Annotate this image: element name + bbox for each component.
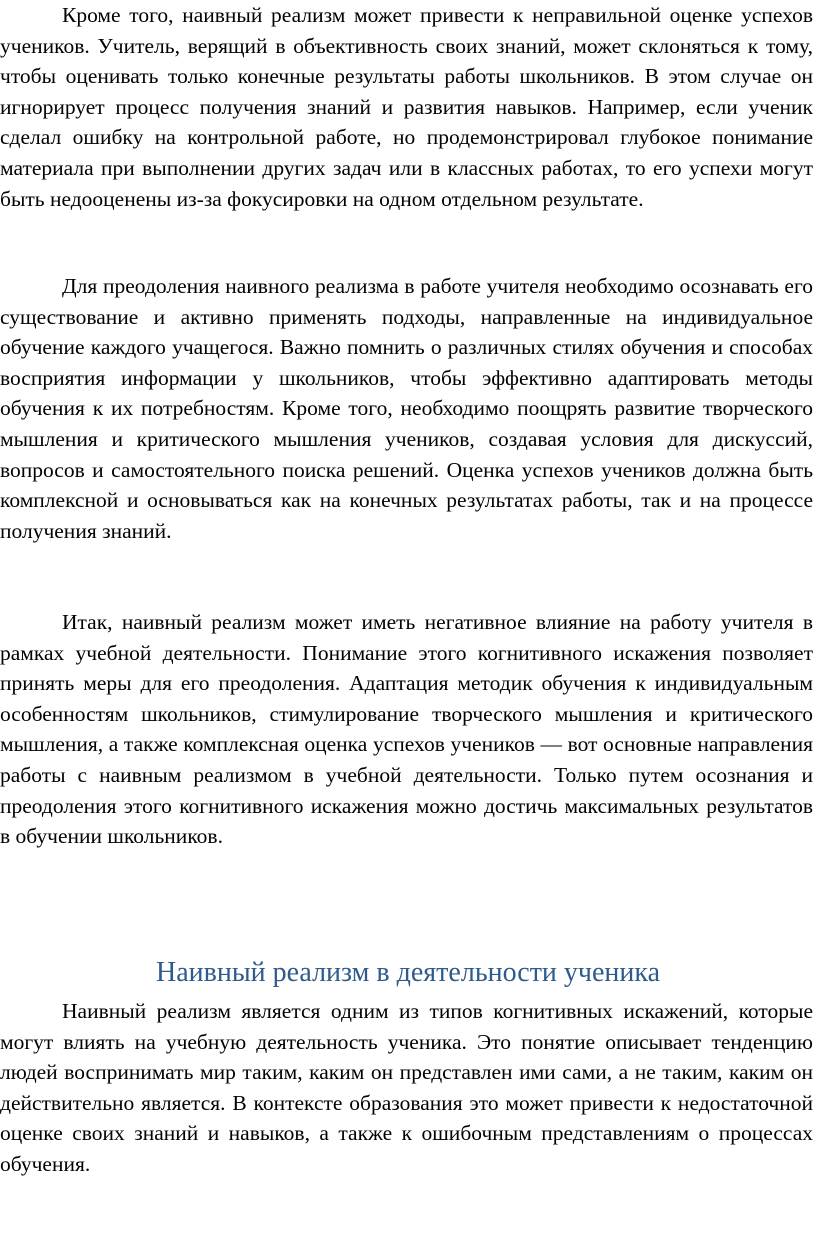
- paragraph-conclusion: Итак, наивный реализм может иметь негативное влияние на работу учителя в рамках учебной деятельности. Понимание этого когнитивного искажения позволяет принять меры для его преодоления. Адаптация методик обучения к индивидуальным особенностям школьников, стимулирование творческого мышления и критического мышления, а также комплексная оценка успехов учеников — вот основные направления работы с наивным реализмом в учебной деятельности. Только путем осознания и преодоления этого когнитивного искажения можно достичь максимальных результатов в обучении школьников.: [0, 610, 813, 849]
- paragraph-student-naive-realism: Наивный реализм является одним из типов когнитивных искажений, которые могут влиять на учебную деятельность ученика. Это понятие описывает тенденцию людей воспринимать мир таким, каким он представлен ими сами, а не таким, каким он действительно является. В контексте образования это может привести к недостаточной оценке своих знаний и навыков, а также к ошибочным представлениям о процессах обучения.: [0, 999, 813, 1176]
- section-heading: Наивный реализм в деятельности ученика: [155, 957, 660, 988]
- paragraph-teacher-assessment: Кроме того, наивный реализм может привести к неправильной оценке успехов учеников. Учитель, верящий в объективность своих знаний, может склоняться к тому, чтобы оценивать только конечные результаты работы школьников. В этом случае он игнорирует процесс получения знаний и развития навыков. Например, если ученик сделал ошибку на контрольной работе, но продемонстрировал глубокое понимание материала при выполнении других задач или в классных работах, то его успехи могут быть недооценены из-за фокусировки на одном отдельном результате.: [0, 3, 813, 211]
- paragraph-overcoming-naive-realism: Для преодоления наивного реализма в работе учителя необходимо осознавать его существование и активно применять подходы, направленные на индивидуальное обучение каждого учащегося. Важно помнить о различных стилях обучения и способах восприятия информации у школьников, чтобы эффективно адаптировать методы обучения к их потребностям. Кроме того, необходимо поощрять развитие творческого мышления и критического мышления учеников, создавая условия для дискуссий, вопросов и самостоятельного поиска решений. Оценка успехов учеников должна быть комплексной и основываться как на конечных результатах работы, так и на процессе получения знаний.: [0, 274, 813, 543]
